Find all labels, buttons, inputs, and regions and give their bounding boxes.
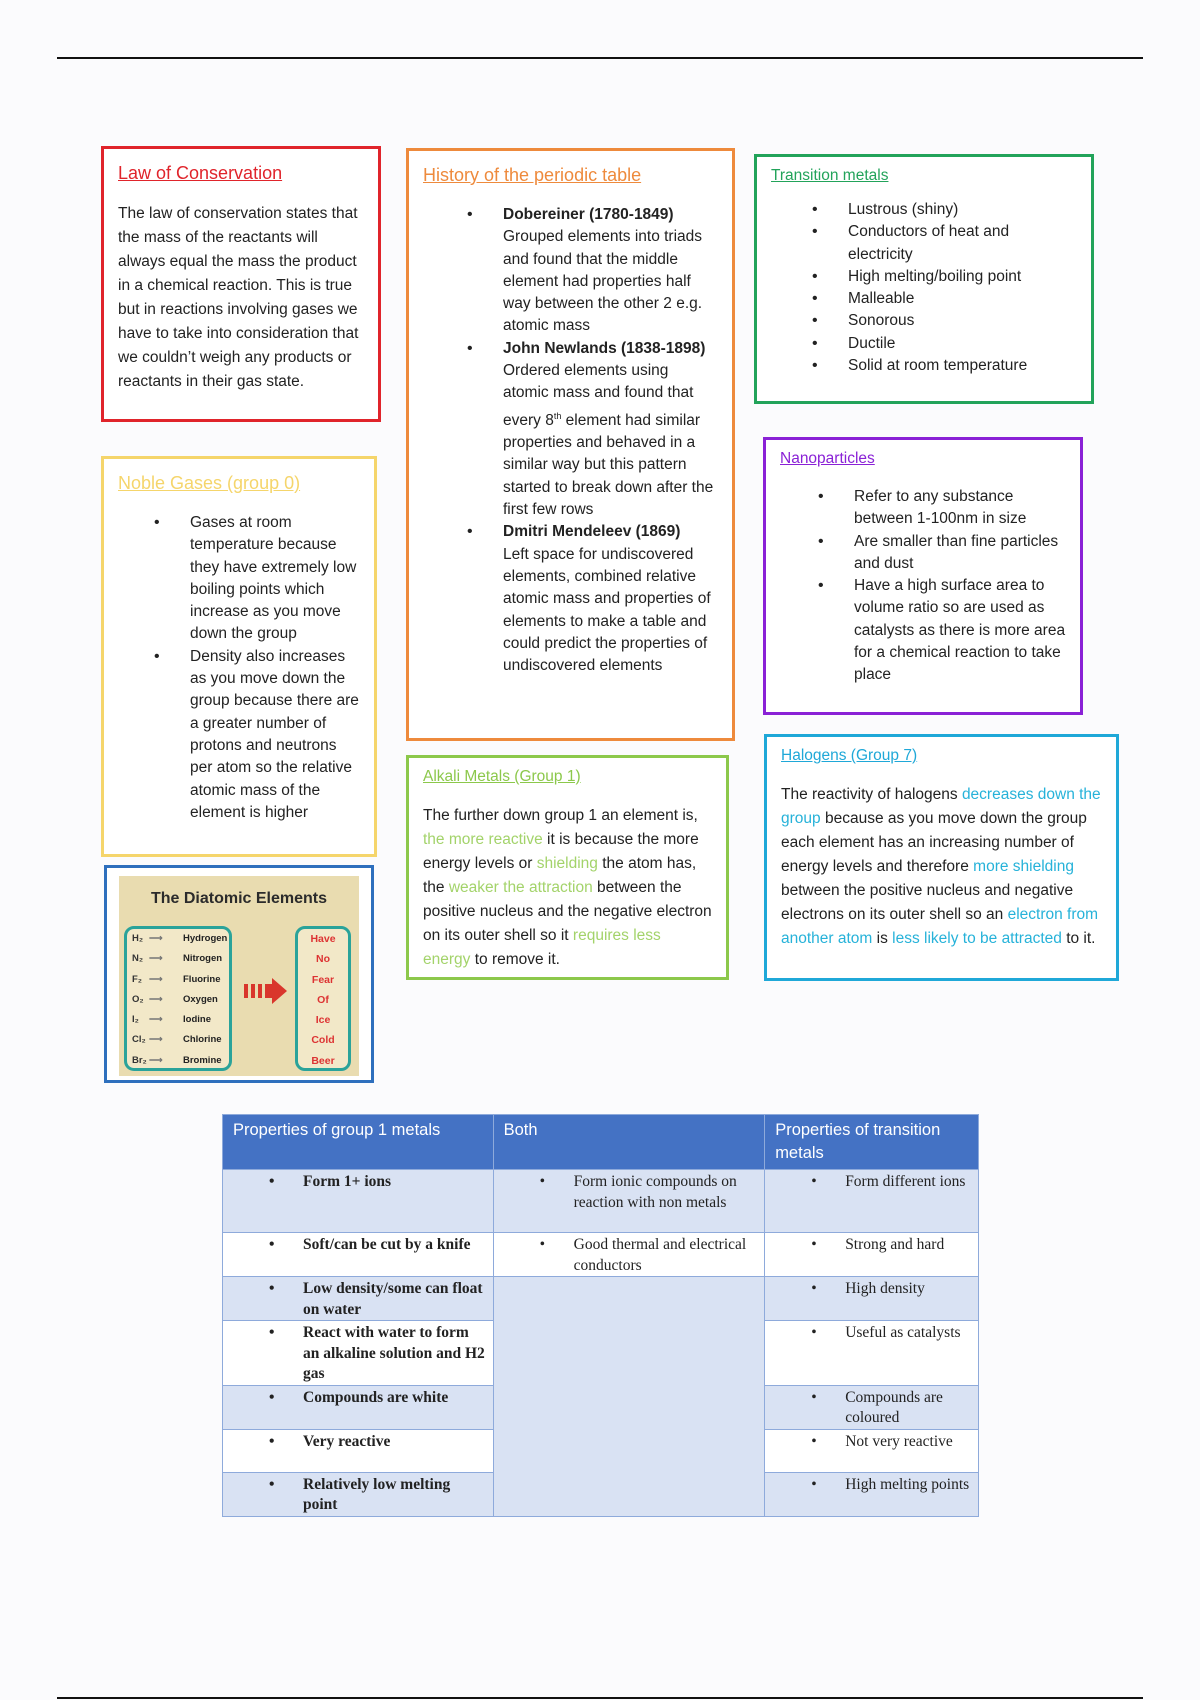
mnemonic-word: Have	[310, 933, 336, 945]
element-name: Bromine	[183, 1054, 222, 1066]
diatomic-row	[127, 990, 229, 1010]
cell-text: • Very reactive	[229, 1432, 487, 1453]
transition-list	[771, 199, 1077, 377]
history-box	[406, 148, 735, 741]
cell-text: • Relatively low melting point	[229, 1475, 487, 1516]
comparison-table	[222, 1114, 979, 1517]
arrow-icon: ⟶	[149, 1054, 163, 1066]
list-item: • Sonorous	[848, 310, 1077, 332]
table-cell	[223, 1321, 494, 1386]
element-name: Nitrogen	[183, 953, 223, 965]
cell-text: • Useful as catalysts	[771, 1323, 972, 1344]
highlight-text: shielding	[536, 855, 598, 872]
element-symbol: Br₂	[132, 1054, 147, 1066]
cell-text: • React with water to form an alkaline solution and H2 gas	[229, 1323, 487, 1385]
table-cell	[493, 1233, 765, 1277]
mnemonic-word: Fear	[311, 973, 335, 986]
top-rule	[57, 57, 1143, 59]
cell-text: • High melting points	[771, 1475, 972, 1496]
mnemonic-word: Cold	[311, 1034, 335, 1047]
mnemonic-word: No	[316, 953, 330, 966]
table-header: Both	[493, 1115, 765, 1170]
element-name: Fluorine	[183, 973, 221, 985]
element-name: Hydrogen	[183, 933, 228, 944]
list-item: • Density also increases as you move down the group because there are a greater number of protons and neutrons per atom so the relative atomic mass of the element is higher	[190, 646, 360, 824]
table-cell	[765, 1385, 979, 1429]
law-title: Law of Conservation	[118, 163, 283, 183]
highlight-text: weaker the attraction	[448, 879, 593, 896]
text-run: the atom has, the	[423, 855, 697, 896]
cell-text: • Form ionic compounds on reaction with non metals	[500, 1172, 759, 1213]
table-cell	[765, 1233, 979, 1277]
list-item: • Ductile	[848, 333, 1077, 355]
arrow-icon: ⟶	[149, 953, 163, 965]
mnemonic-word: Beer	[311, 1054, 335, 1067]
cell-text: • Form 1+ ions	[229, 1172, 487, 1193]
history-item-name: • Dobereiner (1780-1849)	[503, 206, 674, 223]
table-header: Properties of group 1 metals	[223, 1115, 494, 1170]
history-item-text: Ordered elements using atomic mass and found that every 8	[503, 362, 694, 429]
highlight-text: decreases down the group	[781, 786, 1101, 827]
list-item: • Solid at room temperature	[848, 355, 1077, 377]
history-item	[503, 338, 718, 522]
diatomic-elements-image	[104, 865, 374, 1083]
cell-text: • Soft/can be cut by a knife	[229, 1235, 487, 1256]
element-name: Oxygen	[183, 993, 218, 1005]
law-text: The law of conservation states that the mass of the reactants will always equal the mass the product in a chemical reaction. This is true but in reactions involving gases we have to take into consideration that we couldn’t weigh any products or reactants in their gas state.	[118, 205, 359, 390]
halogens-box	[764, 734, 1119, 981]
diatomic-row	[127, 1010, 229, 1030]
table-cell	[765, 1321, 979, 1386]
mnemonic-word: Ice	[315, 1014, 331, 1027]
history-item-text: element had similar properties and behaved in a similar way but this pattern started to break down after the first few rows	[503, 411, 714, 519]
table-cell	[493, 1170, 765, 1233]
table-cell	[223, 1472, 494, 1516]
big-arrow-icon	[244, 976, 288, 1006]
list-item: • Malleable	[848, 288, 1077, 310]
history-item-name: • John Newlands (1838-1898)	[503, 339, 706, 357]
list-item: • Lustrous (shiny)	[848, 199, 1077, 221]
text-run: between the positive nucleus and the negative electron on its outer shell so it	[423, 879, 712, 944]
alkali-title: Alkali Metals (Group 1)	[423, 768, 581, 785]
table-cell	[223, 1277, 494, 1321]
table-cell	[765, 1170, 979, 1233]
arrow-icon: ⟶	[149, 1014, 163, 1026]
nanoparticles-box	[763, 437, 1083, 715]
highlight-text: less likely to be attracted	[892, 930, 1062, 947]
highlight-text: requires less energy	[423, 927, 661, 968]
diatomic-row	[127, 949, 229, 969]
history-item	[503, 204, 718, 338]
text-run: between the positive nucleus and negative electrons on its outer shell so an	[781, 882, 1074, 923]
diatomic-mnemonic	[295, 926, 351, 1071]
list-item: • Conductors of heat and electricity	[848, 221, 1077, 266]
alkali-metals-box	[406, 755, 729, 980]
highlight-text: electron from another atom	[781, 906, 1099, 947]
text-run: it is because the more energy levels or	[423, 831, 699, 872]
element-symbol: Cl₂	[132, 1034, 146, 1046]
cell-text: • Good thermal and electrical conductors	[500, 1235, 759, 1276]
table-cell	[765, 1472, 979, 1516]
nano-title: Nanoparticles	[780, 450, 875, 467]
highlight-text: more shielding	[973, 858, 1074, 875]
list-item: • Have a high surface area to volume ratio so are used as catalysts as there is more area for a chemical reaction to take place	[854, 575, 1066, 686]
cell-text: • Low density/some can float on water	[229, 1279, 487, 1320]
history-title: History of the periodic table	[423, 165, 642, 185]
diatomic-row	[127, 1051, 229, 1071]
table-cell	[223, 1170, 494, 1233]
history-item-name: • Dmitri Mendeleev (1869)	[503, 523, 681, 541]
nano-list	[780, 486, 1066, 687]
history-item-text: Left space for undiscovered elements, combined relative atomic mass and properties of elements to make a table and could predict the properties of undiscovered elements	[503, 545, 711, 675]
diatomic-image-background	[119, 876, 359, 1076]
noble-gases-box	[101, 456, 377, 857]
law-of-conservation-box	[101, 146, 381, 422]
element-name: Chlorine	[183, 1034, 222, 1046]
diatomic-title: The Diatomic Elements	[150, 890, 328, 907]
table-cell-empty	[493, 1277, 765, 1517]
arrow-icon: ⟶	[149, 993, 163, 1005]
table-row	[223, 1170, 979, 1233]
mnemonic-word: Of	[317, 993, 329, 1006]
table-cell	[765, 1277, 979, 1321]
diatomic-row	[127, 929, 229, 949]
text-run: to remove it.	[470, 951, 560, 968]
arrow-icon: ⟶	[149, 973, 163, 985]
arrow-icon: ⟶	[149, 1034, 163, 1046]
diatomic-row	[127, 1030, 229, 1050]
history-item-text: Grouped elements into triads and found that the middle element had properties half way between the other 2 e.g. atomic mass	[503, 228, 703, 335]
table-cell	[223, 1429, 494, 1472]
arrow-icon: ⟶	[149, 933, 163, 944]
table-header: Properties of transition metals	[765, 1115, 979, 1170]
table-header-row	[223, 1115, 979, 1170]
halogens-title: Halogens (Group 7)	[781, 747, 918, 764]
cell-text: • Compounds are white	[229, 1388, 487, 1409]
list-item: • Are smaller than fine particles and dust	[854, 531, 1066, 576]
cell-text: • Strong and hard	[771, 1235, 972, 1256]
text-run: The further down group 1 an element is,	[423, 807, 698, 824]
table-cell	[223, 1385, 494, 1429]
cell-text: • Not very reactive	[771, 1432, 972, 1453]
bottom-rule	[57, 1697, 1143, 1699]
element-symbol: N₂	[132, 953, 144, 965]
table-row	[223, 1233, 979, 1277]
cell-text: • Compounds are coloured	[771, 1388, 972, 1429]
list-item: • Gases at room temperature because they have extremely low boiling points which increase as you move down the group	[190, 512, 360, 646]
transition-metals-box	[754, 154, 1094, 404]
history-item	[503, 521, 718, 677]
list-item: • High melting/boiling point	[848, 266, 1077, 288]
halogens-text	[781, 783, 1102, 951]
element-name: Iodine	[183, 1014, 211, 1026]
list-item: • Refer to any substance between 1-100nm in size	[854, 486, 1066, 531]
text-run: because as you move down the group each element has an increasing number of energy levels and therefore	[781, 810, 1087, 875]
element-symbol: O₂	[132, 993, 144, 1005]
cell-text: • High density	[771, 1279, 972, 1300]
history-item-sup: th	[553, 410, 562, 421]
alkali-text	[423, 804, 712, 972]
diatomic-element-list	[124, 926, 232, 1071]
element-symbol: F₂	[132, 973, 143, 985]
noble-title: Noble Gases (group 0)	[118, 473, 301, 493]
table-cell	[765, 1429, 979, 1472]
table-row	[223, 1277, 979, 1321]
table-cell	[223, 1233, 494, 1277]
text-run: to it.	[1061, 930, 1096, 947]
highlight-text: the more reactive	[423, 831, 543, 848]
history-list	[423, 204, 718, 677]
element-symbol: H₂	[132, 933, 144, 944]
element-symbol: I₂	[132, 1014, 139, 1026]
diatomic-row	[127, 970, 229, 990]
transition-title: Transition metals	[771, 167, 889, 184]
text-run: is	[872, 930, 893, 947]
text-run: The reactivity of halogens	[781, 786, 962, 803]
noble-list	[118, 512, 360, 824]
cell-text: • Form different ions	[771, 1172, 972, 1193]
